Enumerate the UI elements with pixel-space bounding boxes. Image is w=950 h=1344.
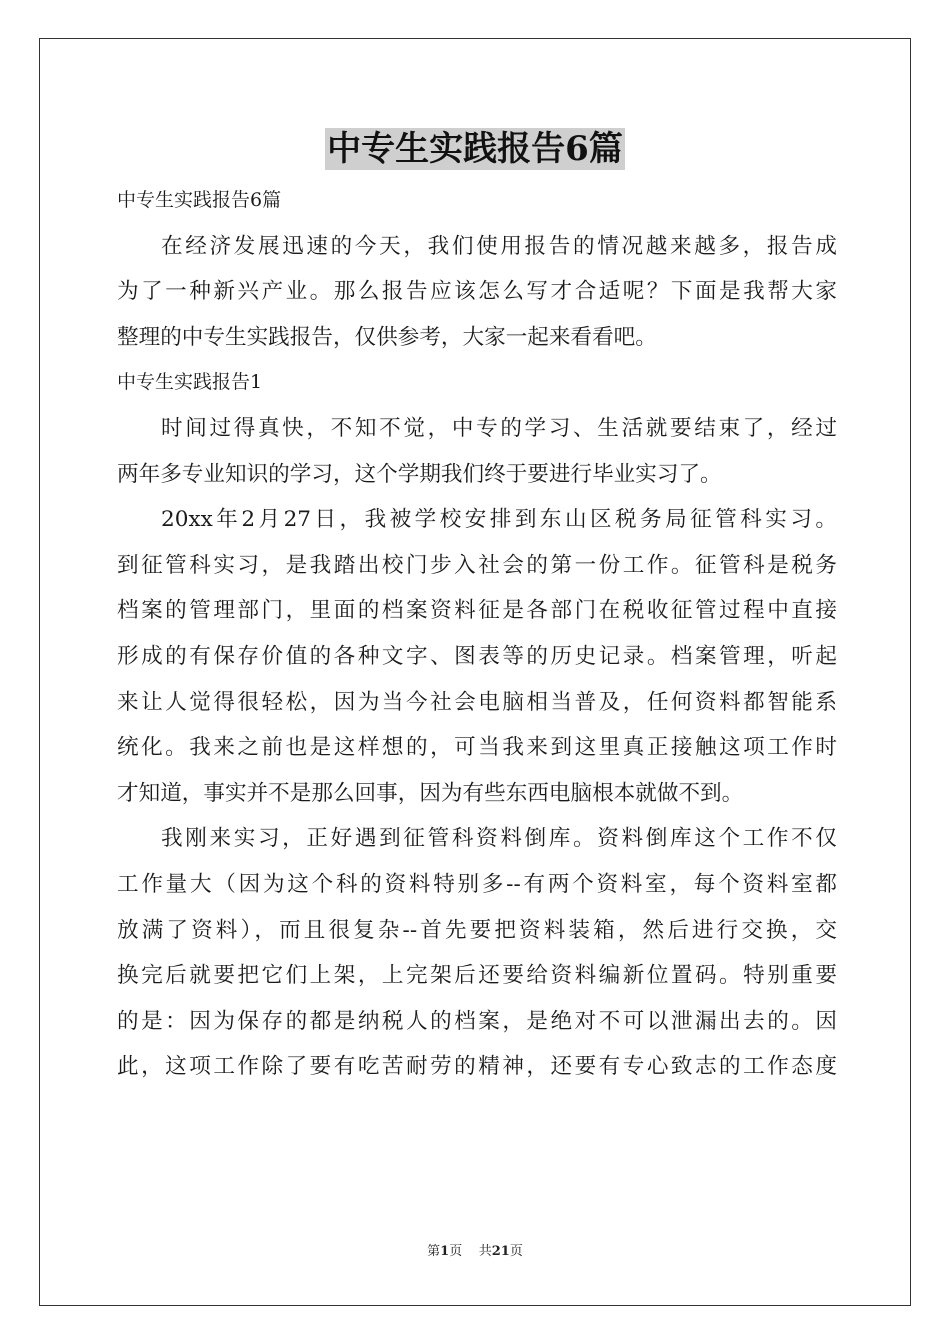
body-line-10: 形成的有保存价值的各种文字、图表等的历史记录。档案管理，听起 (117, 643, 837, 669)
page-footer (0, 1240, 950, 1259)
title-container (0, 128, 950, 170)
body-line-12: 统化。我来之前也是这样想的，可当我来到这里真正接触这项工作时 (117, 735, 837, 761)
body-line-9: 档案的管理部门，里面的档案资料征是各部门在税收征管过程中直接 (117, 598, 837, 624)
total-suffix: 页 (509, 1244, 523, 1259)
body-line-5: 时间过得真快，不知不觉，中专的学习、生活就要结束了，经过 (161, 415, 837, 441)
body-line-14: 我刚来实习，正好遇到征管科资料倒库。资料倒库这个工作不仅 (161, 826, 837, 852)
section-heading-1: 中专生实践报告1 (117, 371, 263, 394)
body-line-17: 换完后就要把它们上架，上完架后还要给资料编新位置码。特别重要 (117, 963, 837, 989)
body-line-2: 为了一种新兴产业。那么报告应该怎么写才合适呢？下面是我帮大家 (117, 279, 837, 305)
document-body (117, 178, 837, 1090)
page-prefix: 第 (427, 1244, 441, 1259)
page-suffix: 页 (449, 1244, 463, 1259)
document-title: 中专生实践报告6篇 (327, 129, 623, 169)
body-line-7: 20xx年2月27日，我被学校安排到东山区税务局征管科实习。 (161, 507, 837, 533)
body-line-3: 整理的中专生实践报告，仅供参考，大家一起来看看吧。 (117, 324, 657, 350)
body-line-8: 到征管科实习，是我踏出校门步入社会的第一份工作。征管科是税务 (117, 552, 837, 578)
body-line-6: 两年多专业知识的学习，这个学期我们终于要进行毕业实习了。 (117, 461, 722, 487)
body-line-19: 此，这项工作除了要有吃苦耐劳的精神，还要有专心致志的工作态度 (117, 1054, 837, 1080)
body-line-1: 在经济发展迅速的今天，我们使用报告的情况越来越多，报告成 (161, 233, 837, 259)
body-line-15: 工作量大（因为这个科的资料特别多--有两个资料室，每个资料室都 (117, 871, 837, 897)
body-line-11: 来让人觉得很轻松，因为当今社会电脑相当普及，任何资料都智能系 (117, 689, 837, 715)
body-line-0: 中专生实践报告6篇 (117, 189, 282, 211)
total-prefix: 共 (478, 1244, 492, 1259)
current-page-number: 1 (440, 1244, 450, 1259)
total-page-count: 21 (491, 1244, 510, 1259)
body-line-16: 放满了资料），而且很复杂--首先要把资料装箱，然后进行交换，交 (117, 917, 837, 943)
body-line-18: 的是：因为保存的都是纳税人的档案，是绝对不可以泄漏出去的。因 (117, 1008, 837, 1034)
body-line-13: 才知道，事实并不是那么回事，因为有些东西电脑根本就做不到。 (117, 780, 744, 806)
